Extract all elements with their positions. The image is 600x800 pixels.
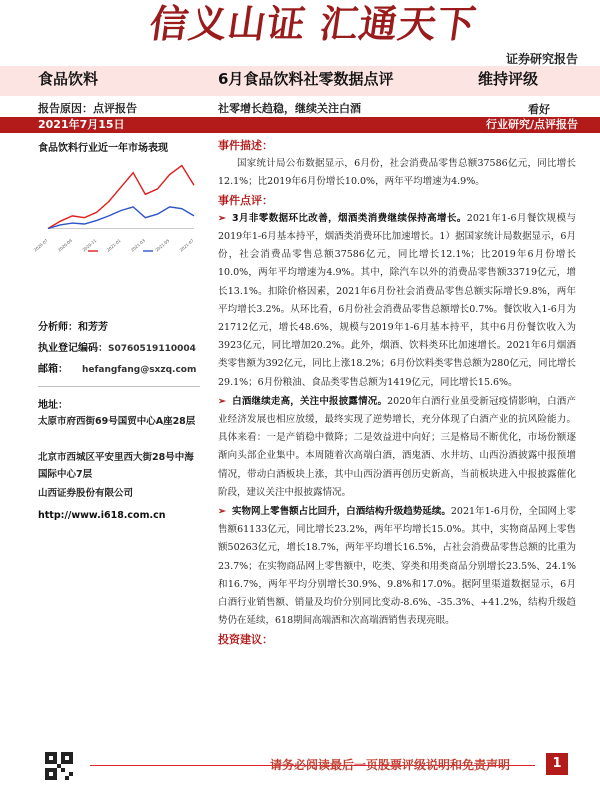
main-content xyxy=(218,137,576,649)
website-link[interactable]: http://www.i618.com.cn xyxy=(38,510,166,521)
license-label: 执业登记编码： xyxy=(38,343,108,354)
bullet-text: 2020年白酒行业虽受新冠疫情影响，白酒产业经济发展也相应放缓，最终实现了逆势增长，充分体现了白酒产业的抗风险能力。具体来看：一是产销稳中微降；二是效益进中向好；三是格局不断优化，市场份额逐渐向头部企业集中。本周随着次高端白酒，酒鬼酒、水井坊、山西汾酒披露中报预增情况，带动白酒板块上涨，其中山西汾酒再创历史新高，当前板块进入中报披露催化阶段，建议关注中报披露情况。 xyxy=(218,395,576,498)
email-field xyxy=(38,360,196,375)
page-number: 1 xyxy=(546,753,568,775)
report-title: 6月食品饮料社零数据点评 xyxy=(218,70,394,88)
bullet-text: 2021年1-6月份，全国网上零售额61133亿元，同比增长23.2%，两年平均增长15.0%。其中，实物商品网上零售额50263亿元，增长18.7%，两年平均增长16.5%，占社会消费品零售总额的比重为23.7%；在实物商品网上零售额中，吃类、穿类和用类商品分别增长23.5%、24.1%和16.7%，两年平均分别增长30.9%、9.8%和17.0%。据阿里渠道数据显示，6月白酒行业销售额、销量及均价分别同比变动-8.6%、-35.3%、+41.2%，结构升级趋势仍在延续，618期间高端酒和次高端酒销售表现亮眼。 xyxy=(218,506,576,627)
chart-x-tick-label: 2020-09 xyxy=(56,237,73,253)
comment-title: 事件点评： xyxy=(218,193,273,207)
chart-x-tick-label: 2021-03 xyxy=(129,237,146,253)
report-category: 行业研究/点评报告 xyxy=(485,118,578,131)
report-reason: 报告原因：点评报告 xyxy=(38,102,137,115)
address-line: 北京市西城区平安里西大街28号中海国际中心7层 xyxy=(38,452,194,480)
report-type-label: 证券研究报告 xyxy=(505,52,578,66)
address-line: 太原市府西街69号国贸中心A座28层 xyxy=(38,416,196,427)
industry-label: 食品饮料 xyxy=(38,70,99,88)
chart-series-line-0 xyxy=(48,166,194,229)
outlook-label: 看好 xyxy=(528,103,550,116)
chart-x-tick-label: 2021-01 xyxy=(105,237,122,253)
license-field xyxy=(38,339,196,354)
sidebar-divider xyxy=(38,386,200,387)
analyst-name: 和芳芳 xyxy=(78,322,108,333)
email-link[interactable]: hefangfang@sxzq.com xyxy=(82,365,197,375)
license-value: S0760519110004 xyxy=(108,344,196,354)
chart-caption: 食品饮料行业近一年市场表现 xyxy=(38,143,168,154)
bullet-item xyxy=(218,210,576,392)
analyst-field xyxy=(38,318,108,333)
bullet-item xyxy=(218,393,576,502)
analyst-label: 分析师： xyxy=(38,322,78,333)
chart-x-tick-label: 2021-05 xyxy=(154,237,171,253)
bullet-item xyxy=(218,503,576,630)
chart-x-tick-label: 2020-07 xyxy=(32,237,49,253)
bullet-text: 2021年1-6月餐饮规模与2019年1-6月基本持平，烟酒类消费环比加速增长。1）据国家统计局数据显示，6月份，社会消费品零售总额37586亿元，同比增长12.1%；比2019年6月份增长10.0%，两年平均增速为4.9%。其中，除汽车以外的消费品零售额33719亿元，增长13.1%。扣除价格因素，2021年6月份社会消费品零售总额实际增长9.8%，两年平均增长3.2%。从环比看，6月份社会消费品零售总额增长0.7%。餐饮收入1-6月为21712亿元，增长48.6%，规模与2019年1-6月基本持平，其中6月份餐饮收入为3923亿元，同比增加20.2%。此外，烟酒、饮料类环比加速增长。2021年6月烟酒类零售额为392亿元，同比上涨18.2%；6月份饮料类零售总额为280亿元，同比增长29.1%；6月份粮油、食品类零售总额为1419亿元，同比增长15.6%。 xyxy=(218,212,576,388)
chart-x-tick-label: 2021-07 xyxy=(178,237,195,253)
company-name: 山西证券股份有限公司 xyxy=(38,488,134,499)
address-label: 地址： xyxy=(38,400,68,411)
event-title: 事件描述： xyxy=(218,139,273,152)
chart-x-tick-label: 2020-11 xyxy=(81,237,98,253)
brand-banner: 信义山证 汇通天下 xyxy=(146,1,480,46)
rating-label: 维持评级 xyxy=(478,70,539,88)
bullet-lead: 实物网上零售额占比回升，白酒结构升级趋势延续。 xyxy=(231,506,451,518)
report-date: 2021年7月15日 xyxy=(38,118,125,131)
bullet-arrow-icon: ➢ xyxy=(218,395,226,407)
bullet-lead: 白酒继续走高，关注中报披露情况。 xyxy=(231,395,388,407)
bullet-lead: 3月非零数据环比改善，烟酒类消费继续保持高增长。 xyxy=(231,212,467,224)
invest-title: 投资建议： xyxy=(218,633,273,647)
report-subtitle: 社零增长趋稳，继续关注白酒 xyxy=(218,102,361,115)
market-performance-chart xyxy=(32,155,200,255)
disclaimer-link[interactable]: 请务必阅读最后一页股票评级说明和免责声明 xyxy=(270,758,511,772)
event-text: 国家统计局公布数据显示，6月份，社会消费品零售总额37586亿元，同比增长12.1%；比2019年6月份增长10.0%，两年平均增速为4.9%。 xyxy=(218,158,576,188)
bullet-arrow-icon: ➢ xyxy=(218,212,226,224)
email-label: 邮箱： xyxy=(38,364,68,375)
qr-code-icon xyxy=(45,752,73,780)
bullet-arrow-icon: ➢ xyxy=(218,506,226,518)
